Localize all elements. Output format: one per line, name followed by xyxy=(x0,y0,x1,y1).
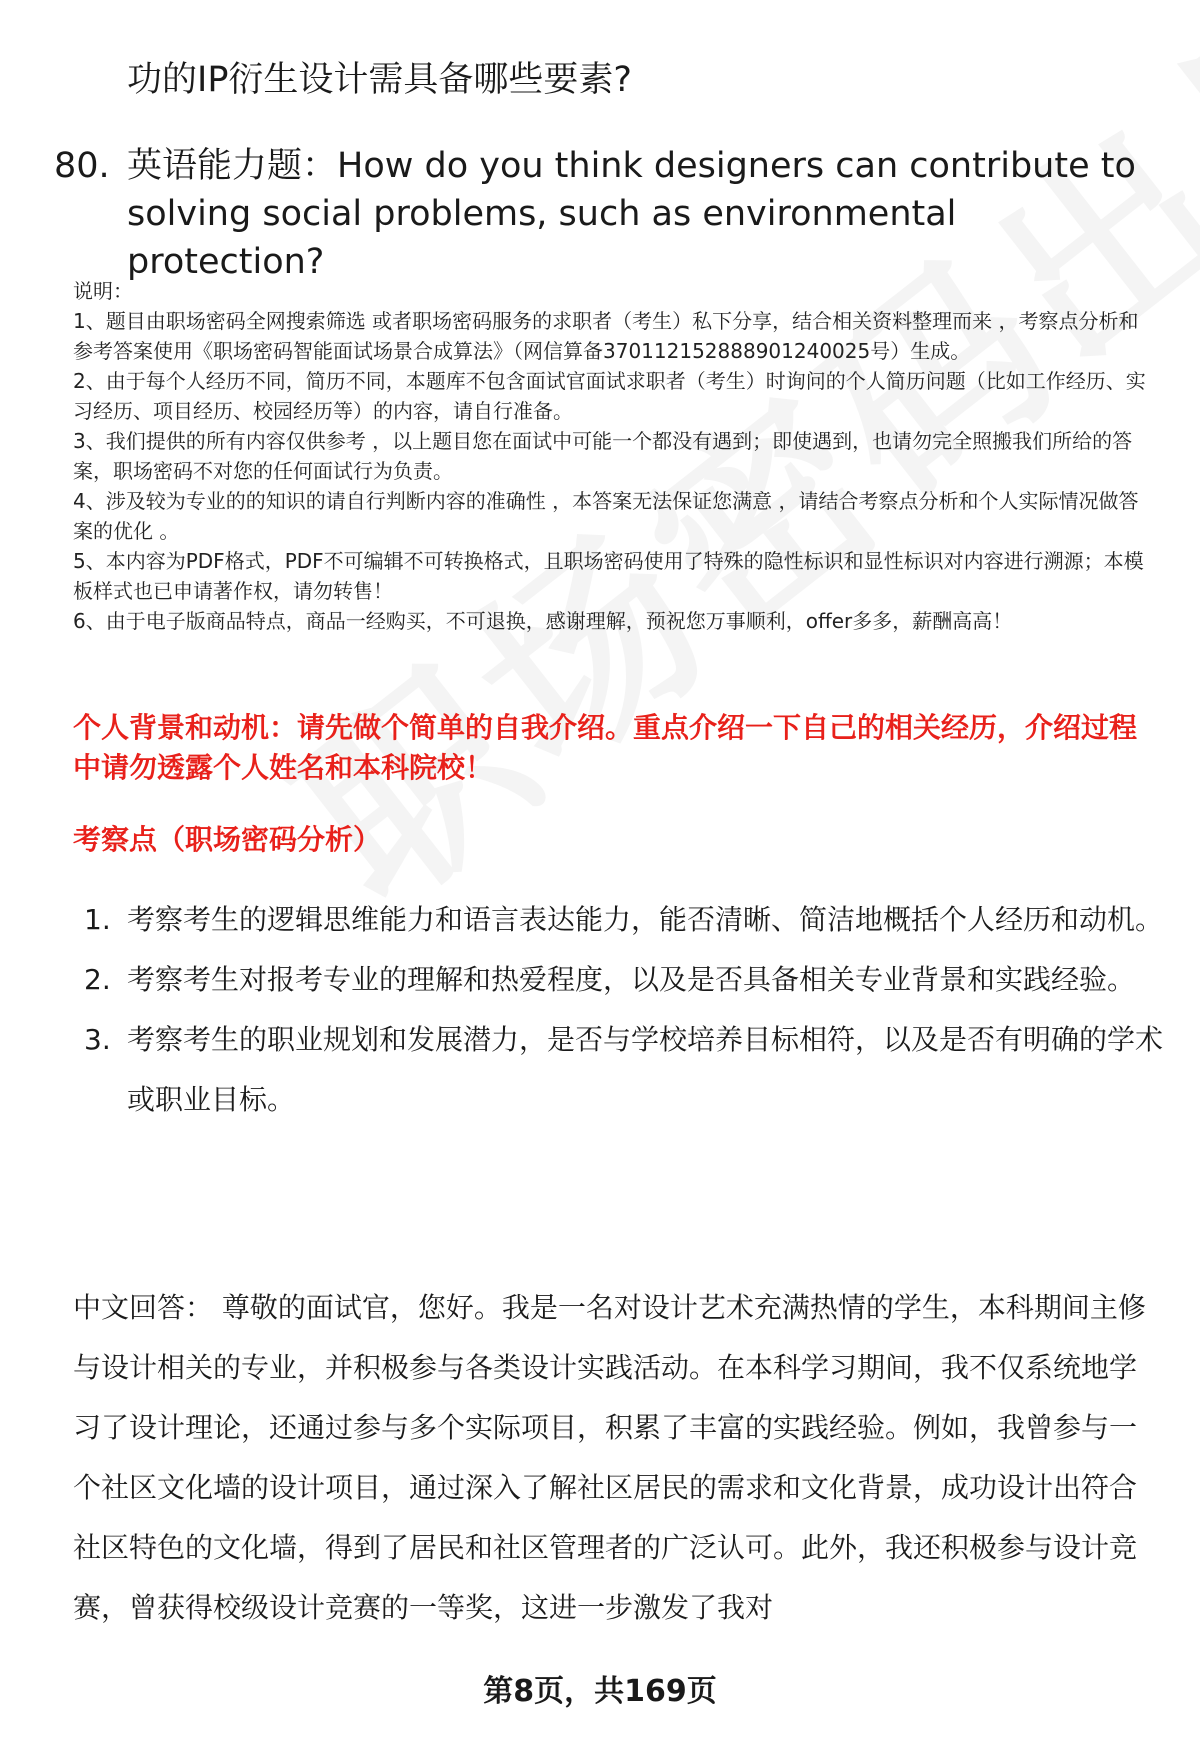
note-item: 5、本内容为PDF格式，PDF不可编辑不可转换格式，且职场密码使用了特殊的隐性标识和显性标识对内容进行溯源；本模板样式也已申请著作权，请勿转售！ xyxy=(73,549,1144,603)
analysis-point xyxy=(84,950,1164,1010)
note-item: 6、由于电子版商品特点，商品一经购买，不可退换，感谢理解，预祝您万事顺利，offer多多，薪酬高高！ xyxy=(73,609,1013,633)
analysis-points-list xyxy=(84,890,1164,1130)
analysis-point-text: 考察考生的职业规划和发展潜力，是否与学校培养目标相符，以及是否有明确的学术或职业目标。 xyxy=(127,1023,1164,1116)
answer-label: 中文回答： xyxy=(73,1291,214,1324)
question-number: 80. xyxy=(54,146,110,186)
section-heading: 个人背景和动机：请先做个简单的自我介绍。重点介绍一下自己的相关经历，介绍过程中请勿透露个人姓名和本科院校！ xyxy=(73,711,1138,784)
previous-question-tail: 功的IP衍生设计需具备哪些要素? xyxy=(127,60,633,100)
analysis-point-number: 2. xyxy=(84,963,111,996)
note-item: 4、涉及较为专业的的知识的请自行判断内容的准确性 ，本答案无法保证您满意 ，请结合考察点分析和个人实际情况做答案的优化 。 xyxy=(73,489,1139,543)
note-item: 1、题目由职场密码全网搜索筛选 或者职场密码服务的求职者（考生）私下分享，结合相关资料整理而来 ，考察点分析和参考答案使用《职场密码智能面试场景合成算法》（网信算备370112152888901240025号）生成。 xyxy=(73,309,1139,363)
analysis-point xyxy=(84,1010,1164,1130)
analysis-heading: 考察点（职场密码分析） xyxy=(73,823,382,856)
analysis-point-number: 3. xyxy=(84,1023,111,1056)
question-80 xyxy=(54,142,1164,286)
note-item: 2、由于每个人经历不同，简历不同，本题库不包含面试官面试求职者（考生）时询问的个人简历问题（比如工作经历、实习经历、项目经历、校园经历等）的内容，请自行准备。 xyxy=(73,369,1146,423)
answer-text: 尊敬的面试官，您好。我是一名对设计艺术充满热情的学生，本科期间主修与设计相关的专业，并积极参与各类设计实践活动。在本科学习期间，我不仅系统地学习了设计理论，还通过参与多个实际项目，积累了丰富的实践经验。例如，我曾参与一个社区文化墙的设计项目，通过深入了解社区居民的需求和文化背景，成功设计出符合社区特色的文化墙，得到了居民和社区管理者的广泛认可。此外，我还积极参与设计竞赛，曾获得校级设计竞赛的一等奖，这进一步激发了我对 xyxy=(73,1291,1146,1624)
analysis-point-text: 考察考生的逻辑思维能力和语言表达能力，能否清晰、简洁地概括个人经历和动机。 xyxy=(127,903,1164,936)
answer-paragraph xyxy=(73,1278,1158,1638)
question-text: 英语能力题：How do you think designers can contribute to solving social problems, such as environmental protection? xyxy=(127,146,1136,282)
analysis-point xyxy=(84,890,1164,950)
note-item: 3、我们提供的所有内容仅供参考 ，以上题目您在面试中可能一个都没有遇到；即使遇到，也请勿完全照搬我们所给的答案，职场密码不对您的任何面试行为负责。 xyxy=(73,429,1133,483)
analysis-point-number: 1. xyxy=(84,903,111,936)
analysis-point-text: 考察考生对报考专业的理解和热爱程度，以及是否具备相关专业背景和实践经验。 xyxy=(127,963,1136,996)
page-footer: 第8页，共169页 xyxy=(483,1674,717,1709)
notes-title: 说明： xyxy=(73,279,133,303)
notes-block xyxy=(73,276,1158,636)
